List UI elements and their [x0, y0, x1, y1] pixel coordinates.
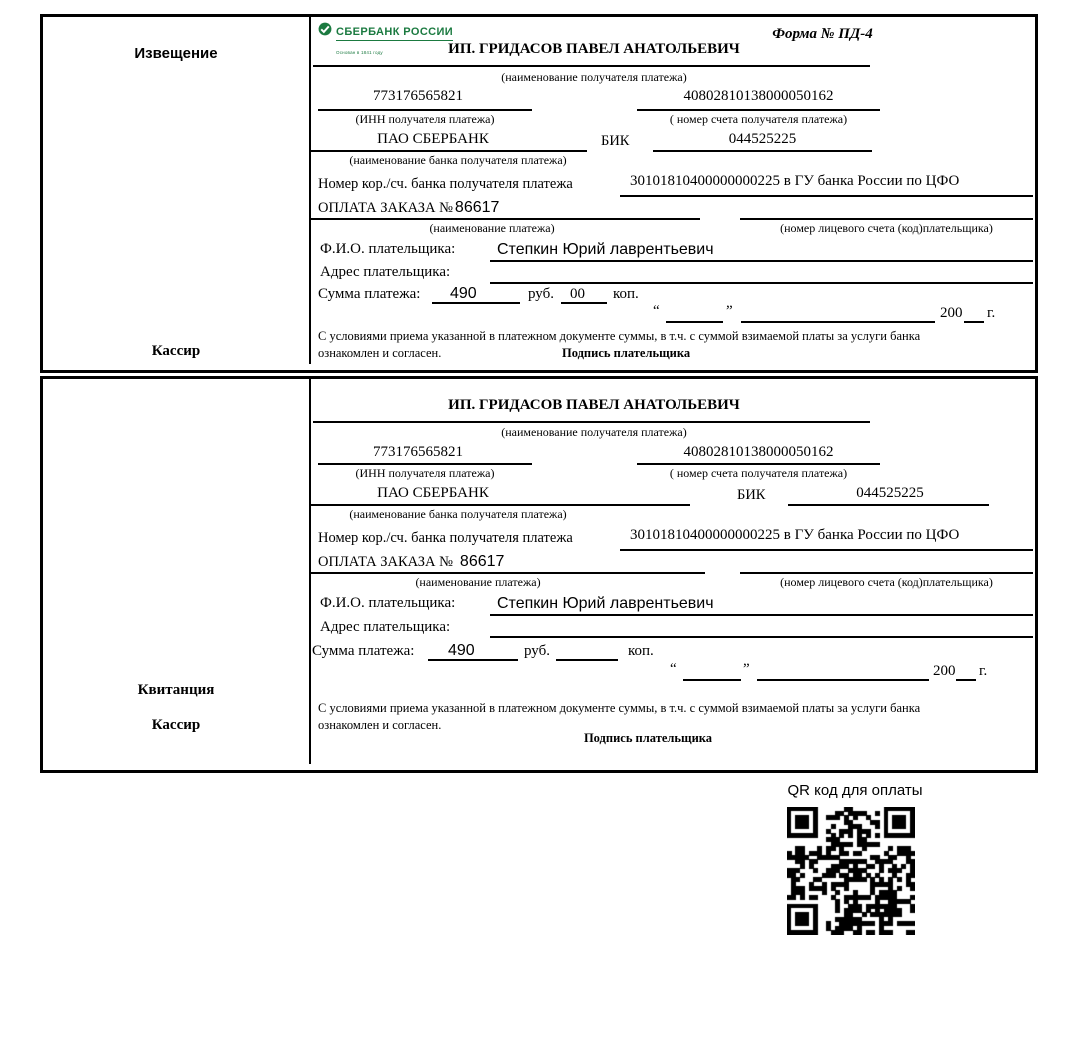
payment-name: [318, 199, 499, 217]
corr-underline: [620, 195, 1033, 197]
year-underline: [956, 679, 976, 681]
fio-value: Степкин Юрий лаврентьевич: [497, 595, 714, 612]
date-month-underline: [757, 679, 929, 681]
account-value: 40802810138000050162: [683, 88, 834, 104]
address-label: Адрес плательщика:: [320, 619, 451, 635]
year-prefix: 200: [940, 305, 963, 321]
rub-label: руб.: [524, 643, 550, 659]
sum-rub-value: 490: [450, 285, 477, 302]
order-prefix: ОПЛАТА ЗАКАЗА №: [318, 554, 453, 570]
notice-divider: [309, 17, 311, 364]
section-title: Извещение: [134, 45, 218, 62]
inn-underline: [318, 463, 532, 465]
close-quote: ”: [726, 303, 733, 319]
corr-value: 30101810400000000225 в ГУ банка России по ЦФО: [630, 173, 960, 189]
bik-underline: [788, 504, 989, 506]
inn-caption: (ИНН получателя платежа): [355, 466, 495, 480]
open-quote: “: [653, 303, 660, 319]
payer-code-underline: [740, 218, 1033, 220]
year-underline: [964, 321, 984, 323]
address-underline: [490, 282, 1033, 284]
order-number: 86617: [454, 199, 500, 216]
bik-label: БИК: [737, 487, 766, 503]
account-caption: ( номер счета получателя платежа): [669, 112, 848, 126]
agreement-line1: С условиями приема указанной в платежном документе суммы, в т.ч. с суммой взимаемой платы за услуги банка: [318, 329, 921, 343]
corr-label: Номер кор./сч. банка получателя платежа: [318, 176, 573, 192]
kop-label: коп.: [613, 286, 639, 302]
inn-value: 773176565821: [373, 88, 463, 104]
cashier-label: Кассир: [151, 717, 201, 733]
bank-underline: [310, 504, 690, 506]
sum-label: Сумма платежа:: [312, 643, 415, 659]
signature-label: Подпись плательщика: [562, 346, 691, 360]
payer-code-caption: (номер лицевого счета (код)плательщика): [780, 221, 993, 235]
payment-name: [318, 553, 504, 571]
sum-rub-value: 490: [448, 642, 475, 659]
fio-label: Ф.И.О. плательщика:: [320, 241, 456, 257]
close-quote: ”: [743, 661, 750, 677]
inn-caption: (ИНН получателя платежа): [355, 112, 495, 126]
agreement-line1: С условиями приема указанной в платежном документе суммы, в т.ч. с суммой взимаемой платы за услуги банка: [318, 701, 921, 715]
bank-name: ПАО СБЕРБАНК: [377, 131, 489, 147]
account-caption: ( номер счета получателя платежа): [669, 466, 848, 480]
sum-kop-underline: [556, 659, 618, 661]
recipient-caption: (наименование получателя платежа): [501, 425, 687, 439]
corr-value: 30101810400000000225 в ГУ банка России по ЦФО: [630, 527, 960, 543]
account-value: 40802810138000050162: [683, 444, 834, 460]
recipient-name: ИП. ГРИДАСОВ ПАВЕЛ АНАТОЛЬЕВИЧ: [448, 397, 740, 413]
agreement-line2: ознакомлен и согласен.: [318, 718, 442, 732]
fio-label: Ф.И.О. плательщика:: [320, 595, 456, 611]
bik-label: БИК: [601, 133, 630, 149]
signature-label: Подпись плательщика: [583, 731, 713, 745]
sum-kop-value: 00: [570, 286, 585, 302]
address-label: Адрес плательщика:: [320, 264, 451, 280]
date-day-underline: [683, 679, 741, 681]
fio-underline: [490, 260, 1033, 262]
sum-rub-underline: [432, 302, 520, 304]
payment-caption: (наименование платежа): [415, 575, 541, 589]
section-title: Квитанция: [137, 682, 215, 698]
kop-label: коп.: [628, 643, 654, 659]
year-suffix: г.: [979, 663, 988, 679]
bank-caption: (наименование банка получателя платежа): [349, 507, 567, 521]
payment-caption: (наименование платежа): [429, 221, 555, 235]
bank-underline: [310, 150, 587, 152]
year-suffix: г.: [987, 305, 996, 321]
bik-value: 044525225: [856, 485, 924, 501]
order-number: 86617: [459, 553, 505, 570]
date-day-underline: [666, 321, 723, 323]
recipient-underline: [313, 65, 870, 67]
payer-code-underline: [740, 572, 1033, 574]
order-prefix: ОПЛАТА ЗАКАЗА №: [318, 200, 453, 216]
date-month-underline: [741, 321, 935, 323]
qr-code: [787, 807, 915, 935]
payment-underline: [310, 218, 700, 220]
form-number: Форма № ПД-4: [772, 26, 873, 42]
sum-kop-underline: [561, 302, 607, 304]
inn-underline: [318, 109, 532, 111]
sberbank-logo-text: СБЕРБАНК РОССИИ: [336, 27, 453, 41]
payment-underline: [310, 572, 705, 574]
cashier-label: Кассир: [151, 343, 201, 359]
account-underline: [637, 463, 880, 465]
bik-underline: [653, 150, 872, 152]
payer-code-caption: (номер лицевого счета (код)плательщика): [780, 575, 993, 589]
notice-border: [40, 14, 1038, 373]
bik-value: 044525225: [728, 131, 797, 147]
corr-label: Номер кор./сч. банка получателя платежа: [318, 530, 573, 546]
corr-underline: [620, 549, 1033, 551]
sberbank-emblem-icon: [318, 22, 332, 41]
qr-label: QR код для оплаты: [787, 782, 923, 799]
sum-rub-underline: [428, 659, 518, 661]
account-underline: [637, 109, 880, 111]
sberbank-logo-tagline: Основан в 1841 году: [336, 50, 383, 55]
bank-caption: (наименование банка получателя платежа): [349, 153, 567, 167]
fio-underline: [490, 614, 1033, 616]
fio-value: Степкин Юрий лаврентьевич: [497, 241, 714, 258]
address-underline: [490, 636, 1033, 638]
recipient-name: ИП. ГРИДАСОВ ПАВЕЛ АНАТОЛЬЕВИЧ: [448, 41, 740, 57]
agreement-line2: ознакомлен и согласен.: [318, 346, 442, 360]
bank-name: ПАО СБЕРБАНК: [377, 485, 489, 501]
rub-label: руб.: [528, 286, 554, 302]
recipient-caption: (наименование получателя платежа): [501, 70, 687, 84]
open-quote: “: [670, 661, 677, 677]
year-prefix: 200: [933, 663, 956, 679]
sum-label: Сумма платежа:: [318, 286, 421, 302]
recipient-underline: [313, 421, 870, 423]
inn-value: 773176565821: [373, 444, 463, 460]
